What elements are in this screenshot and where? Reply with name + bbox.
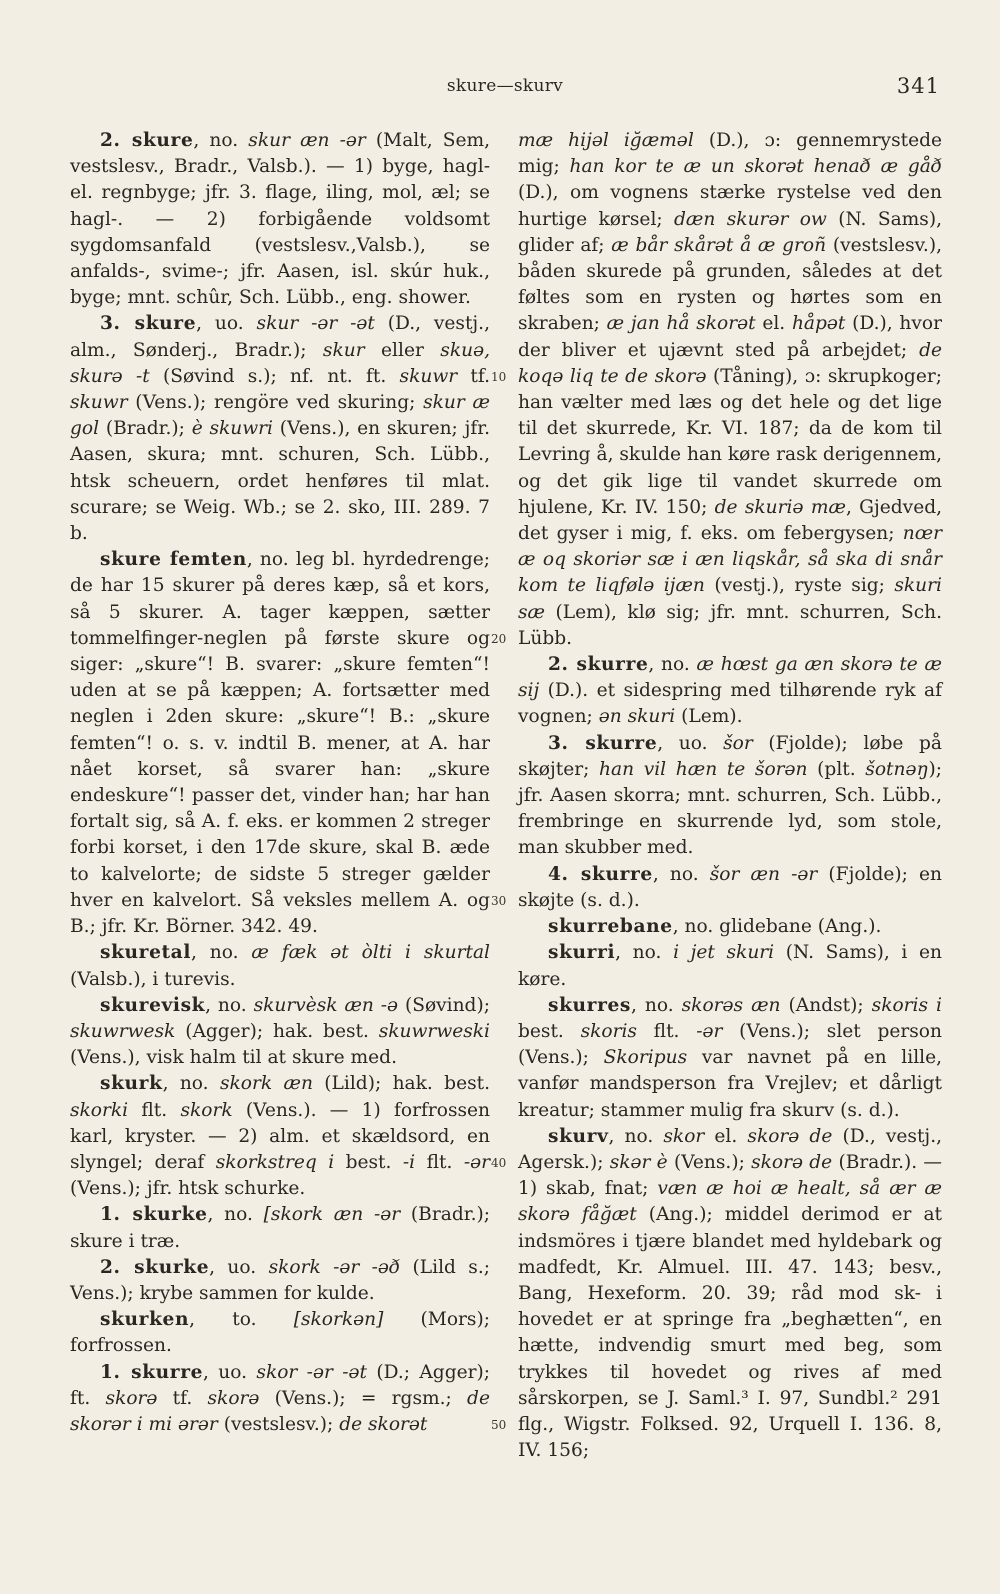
dialect-form: skuə, skurə -t [70, 339, 490, 387]
entry-text: , no. [193, 130, 249, 151]
headword: 3. skure [100, 313, 197, 335]
dialect-form: skork æn [219, 1073, 313, 1095]
dictionary-entry [70, 547, 490, 940]
entry-text: best. [518, 1020, 581, 1042]
dialect-form: skər è [609, 1151, 668, 1173]
dictionary-entry [518, 940, 942, 992]
dialect-form: Skoripus [603, 1047, 688, 1069]
dialect-form: skuwr [70, 392, 128, 414]
dialect-form: æ jan hå skorət [606, 313, 756, 335]
headword: skurrebane [548, 916, 673, 938]
entry-text: tf. [457, 365, 490, 387]
entry-text: (Vens.), en skuren; jfr. Aasen, skura; mnt. schuren, Sch. Lübb., htsk scheuern, ordet henføres til mlat. scurare; se Weig. Wb.; se 2. sko, III. 289. 7 b. [70, 418, 491, 545]
entry-text: (N. Sams), i en køre. [518, 942, 942, 990]
entry-text: flt. [128, 1099, 181, 1121]
entry-text: (Lem), klø sig; jfr. mnt. schurren, Sch. Lübb. [518, 601, 942, 649]
entry-text: , no. [630, 994, 682, 1016]
dialect-form: skuwr [399, 365, 458, 387]
dialect-form: de skorər i mi ərər [70, 1387, 490, 1435]
entry-text: , no. [191, 942, 252, 964]
dialect-form: [skorkən] [293, 1309, 384, 1331]
entry-text: flt. [415, 1151, 464, 1173]
dialect-form: skork [180, 1099, 233, 1121]
dialect-form: nœr æ oq skoriər sæ i æn liqskår, så ska di snår kom te liqfølə ijæn [518, 523, 942, 597]
entry-text: , to. [189, 1309, 294, 1331]
headword: 2. skurke [100, 1256, 210, 1278]
entry-text: , no. [207, 1204, 264, 1226]
entry-text: , no. [615, 942, 674, 964]
dialect-form: skorə de [747, 1125, 833, 1147]
dialect-form: skor -ər -ət [256, 1361, 367, 1383]
dialect-form: skork -ər -əð [268, 1256, 401, 1278]
dialect-form: i jet skuri [673, 942, 775, 964]
entry-text: (Vens.), visk halm til at skure med. [70, 1047, 397, 1069]
entry-text: (Malt, Sem, vestslesv., Bradr., Valsb.). — 1) byge, hagl- el. regnbyge; jfr. 3. flage, iling, mol, æl; se hagl-. — 2) forbigående voldsomt sygdomsanfald (vestslesv.,Valsb.), se anfalds-, svime-; jfr. Aasen, isl. skúr huk., byge; mnt. schûr, Sch. Lübb., eng. shower. [70, 130, 491, 309]
dialect-form: skur æ gol [70, 392, 490, 440]
entry-text: (Fjolde); en skøjte (s. d.). [518, 863, 943, 911]
headword: 1. skurke [100, 1204, 208, 1226]
dialect-form: skur -ər -ət [256, 313, 375, 335]
entry-text: (Søvind); [398, 994, 490, 1016]
entry-text: , uo. [657, 732, 724, 754]
dialect-form: håpət [791, 313, 846, 335]
dialect-form: væn æ hoi æ healt, så ær æ skorə fåğæt [518, 1178, 943, 1226]
entry-text: (vestslesv.); [217, 1413, 340, 1435]
dialect-form: skorkstreq i [215, 1151, 335, 1173]
dictionary-entry [518, 652, 942, 731]
dialect-form: mæ hijəl iğæməl [518, 130, 694, 151]
dialect-form: han vil hæn te šorən [599, 758, 808, 780]
dictionary-entry [518, 1124, 942, 1465]
dictionary-entry [70, 1255, 490, 1307]
entry-text: flt. [636, 1020, 697, 1042]
dialect-form: è skuwri [191, 418, 274, 440]
headword: 2. skurre [548, 654, 649, 676]
dictionary-entry [70, 993, 490, 1072]
entry-text: (D., vestj., alm., Sønderj., Bradr.); [70, 313, 491, 361]
dialect-form: skuwrwesk [70, 1020, 176, 1042]
dialect-form: æ fæk ət òlti i skurtal [251, 942, 490, 964]
dialect-form: šotnəŋ [865, 758, 929, 780]
dictionary-entry [518, 914, 942, 940]
entry-text: (Vens.). — 1) forfrossen karl, kryster. — 2) alm. et skældsord, en slyngel; deraf [70, 1099, 491, 1173]
entry-text: , uo. [209, 1256, 269, 1278]
entry-text: (Bradr.); [99, 418, 192, 440]
dictionary-entry [518, 731, 942, 862]
entry-text: (Lild s.; Vens.); krybe sammen for kulde. [70, 1256, 491, 1304]
entry-text: ); jfr. Aasen skorra; mnt. schurren, Sch. Lübb., frembringe en skurrende lyd, som stole, man skubber med. [518, 758, 942, 859]
running-head: skure—skurv [446, 76, 564, 96]
dictionary-entry [70, 1071, 490, 1202]
headword: 4. skurre [548, 863, 653, 885]
line-number: 30 [491, 893, 507, 908]
entry-text: (Bradr.); skure i træ. [70, 1204, 490, 1252]
dialect-form: ən skuri [598, 706, 676, 728]
headword: 3. skurre [548, 732, 658, 754]
entry-text: eller [364, 339, 441, 361]
dictionary-entry [70, 311, 490, 547]
entry-text: (D., vestj., Agersk.); [518, 1125, 943, 1173]
dictionary-entry [518, 862, 942, 914]
entry-text: (Bradr.). — 1) skab, fnat; [518, 1151, 942, 1200]
dialect-form: skorəs æn [681, 994, 781, 1016]
entry-text: var navnet på en lille, vanfør mandsperson fra Vrejlev; et dårligt kreatur; stammer mulig fra skurv (s. d.). [518, 1047, 942, 1121]
dictionary-entry [70, 1360, 490, 1439]
entry-text: , no. [648, 654, 697, 676]
entry-text: (Vens.); jfr. htsk schurke. [70, 1178, 306, 1200]
line-number: 40 [491, 1155, 507, 1170]
headword: skure femten [100, 549, 247, 571]
headword: skurres [548, 994, 631, 1016]
dialect-form: skuri sæ [518, 575, 942, 623]
entry-text: el. [704, 1125, 748, 1147]
left-column [70, 128, 490, 1438]
entry-text: (D.). et sidespring med tilhørende ryk af vognen; [518, 680, 942, 728]
entry-text: , no. [608, 1125, 664, 1147]
entry-text: , no. glidebane (Ang.). [672, 916, 882, 938]
headword: skurv [548, 1125, 609, 1147]
entry-text: (Lild); hak. best. [312, 1073, 491, 1095]
entry-text: (Vens.); [667, 1151, 752, 1173]
headword: skurken [100, 1309, 190, 1331]
dialect-form: skur æn -ər [248, 130, 366, 151]
dictionary-entry [70, 128, 490, 311]
entry-text: el. [755, 313, 792, 335]
dialect-form: æ bår skårət å æ groñ [611, 234, 827, 256]
entry-text: (Agger); hak. best. [175, 1020, 379, 1042]
entry-text: , no. [205, 994, 254, 1016]
dialect-form: -ər [696, 1020, 723, 1042]
entry-text: , uo. [203, 1361, 257, 1383]
headword: 1. skurre [100, 1361, 204, 1383]
dictionary-entry [70, 1307, 490, 1359]
right-column [518, 128, 942, 1464]
dialect-form: -i [402, 1151, 416, 1173]
line-number: 50 [491, 1417, 507, 1432]
entry-text: (N. Sams), glider af; [518, 208, 942, 256]
headword: skurk [100, 1073, 163, 1095]
headword: skuretal [100, 942, 191, 964]
dialect-form: de skorət [339, 1413, 428, 1435]
entry-text: (Søvind s.); nf. nt. ft. [149, 365, 400, 387]
entry-text: (D.), om vognens stærke rystelse ved den hurtige kørsel; [518, 182, 942, 230]
entry-text: (D.; Agger); ft. [70, 1361, 491, 1409]
dictionary-entry [70, 1202, 490, 1254]
entry-text: , no. [162, 1073, 220, 1095]
dialect-form: šor æn -ər [709, 863, 818, 885]
dialect-form: skorə de [751, 1151, 833, 1173]
entry-text: tf. [157, 1387, 208, 1409]
dialect-form: de koqə liq te de skorə [518, 339, 942, 387]
dialect-form: dæn skurər ow [674, 208, 827, 230]
dialect-form: skuwrweski [378, 1020, 490, 1042]
entry-text: , no. [652, 863, 710, 885]
entry-text: (vestj.), ryste sig; [704, 575, 895, 597]
dialect-form: skur [322, 339, 365, 361]
entry-text: , no. leg bl. hyrdedrenge; de har 15 skurer på deres kæp, så et kors, så 5 skurer. A. tager kæppen, sætter tommelfinger-neglen på første skure og siger: „skure“! B. svarer: „skure femten“! uden at se på kæppen; A. fortsætter med neglen i 2den skure: „skure“! B.: „skure femten“! o. s. v. indtil B. mener, at A. har nået korset, så svarer han: „skure endeskure“! passer det, vinder han; har han fortalt sig, så A. f. eks. er kommen 2 streger forbi korset, i den 17de skure, skal B. æde to kalvelorte; de sidste 5 streger gælder hver en kalvelort. Så veksles mellem A. og B.; jfr. Kr. Börner. 342. 49. [70, 549, 490, 938]
entry-text: (Vens.); rengöre ved skuring; [127, 392, 424, 414]
page-number: 341 [896, 74, 940, 98]
headword: 2. skure [100, 130, 194, 151]
dictionary-entry [518, 128, 942, 652]
entry-text: (Vens.); slet person (Vens.); [518, 1020, 942, 1069]
entry-text: (Fjolde); løbe på skøjter; [518, 732, 943, 780]
entry-text: (Ang.); middel derimod er at indsmöres i tjære blandet med hyldebark og madfedt, Kr. Almuel. III. 47. 143; besv., Bang, Hexeform. 20. 39; råd mod sk- i hovedet er at springe fra „beghætten“, en hætte, indvendig smurt med beg, som trykkes til hovedet og rives af med sårskorpen, se J. Saml.³ I. 97, Sundbl.² 291 flg., Wigstr. Folksed. 92, Urquell I. 136. 8, IV. 156; [518, 1204, 943, 1462]
dialect-form: han kor te æ un skorət henað æ gåð [569, 156, 942, 178]
dialect-form: de skuriə mæ [714, 496, 846, 518]
headword: skurevisk [100, 994, 206, 1016]
dialect-form: skorə [207, 1387, 260, 1409]
entry-text: , uo. [196, 313, 257, 335]
dictionary-entry [70, 940, 490, 992]
dialect-form: skor [663, 1125, 705, 1147]
line-number: 10 [491, 369, 507, 384]
dialect-form: skoris i [871, 994, 942, 1016]
dialect-form: skorə [105, 1387, 158, 1409]
entry-text: (Lem). [675, 706, 743, 728]
dialect-form: [skork æn -ər [263, 1204, 401, 1226]
dialect-form: skoris [580, 1020, 637, 1042]
entry-text: best. [334, 1151, 403, 1173]
entry-text: (D.), hvor der bliver et ujævnt sted på arbejdet; [518, 313, 942, 361]
entry-text: (Vens.); = rgsm.; [259, 1387, 468, 1409]
entry-text: (D.), ɔ: gennemrystede mig; [518, 130, 942, 178]
line-number: 20 [491, 631, 507, 646]
dictionary-entry [518, 993, 942, 1124]
headword: skurri [548, 942, 616, 964]
entry-text: (Valsb.), i turevis. [70, 968, 236, 990]
dialect-form: skurvèsk æn -ə [253, 994, 399, 1016]
page-header [70, 72, 940, 108]
dialect-form: šor [723, 732, 753, 754]
dialect-form: æ hœst ga æn skorə te æ sij [518, 654, 943, 702]
entry-text: (Andst); [780, 994, 872, 1016]
entry-text: (plt. [807, 758, 866, 780]
entry-text: (vestslesv.), båden skurede på grunden, således at det føltes som en rysten og hørtes som en skraben; [518, 234, 943, 335]
entry-text: (Tåning), ɔ: skrupkoger; han vælter med læs og det hele og det lige til det skurrede, Kr. VI. 187; da de kom til Levring å, skulde han køre rask derigennem, og det gik lige til vandet skurrede om hjulene, Kr. IV. 150; [518, 365, 942, 518]
entry-text: (Mors); forfrossen. [70, 1309, 490, 1357]
dialect-form: skorki [70, 1099, 129, 1121]
dialect-form: -ər [463, 1151, 491, 1173]
entry-text: , Gjedved, det gyser i mig, f. eks. om febergysen; [518, 496, 943, 545]
